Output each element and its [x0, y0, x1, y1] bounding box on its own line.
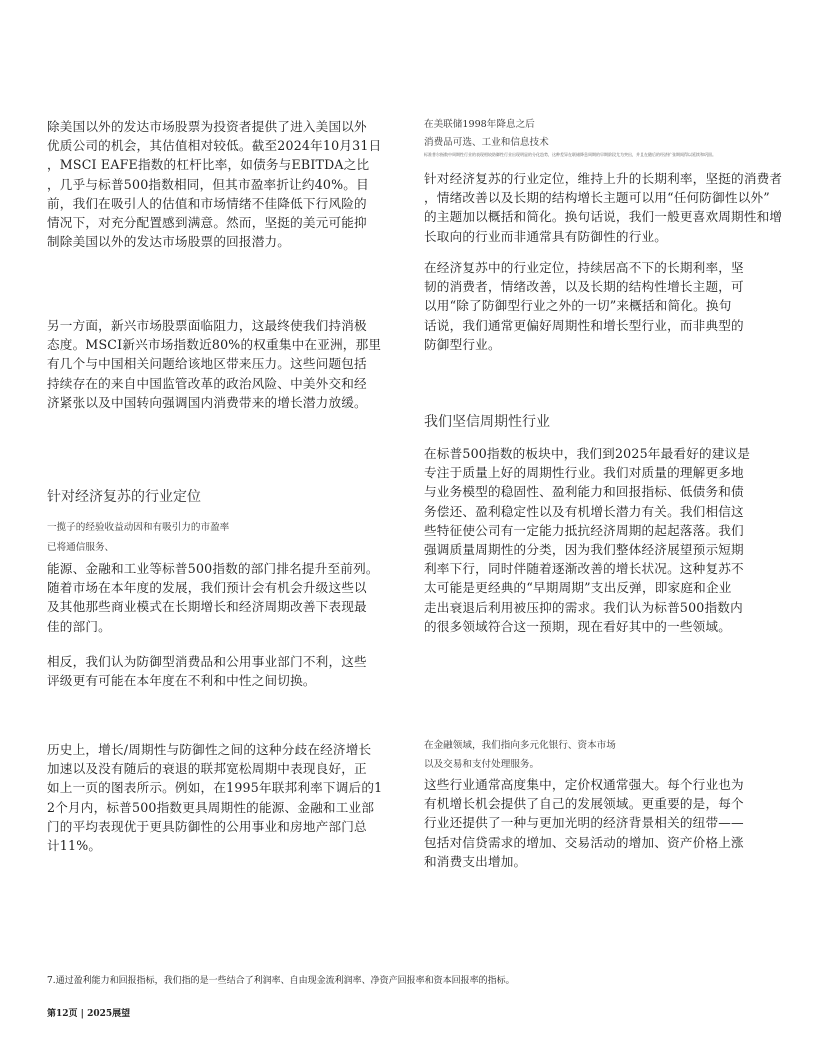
right-paragraph-2	[424, 258, 744, 354]
left-paragraph-3	[47, 559, 379, 636]
text-line: 专注于质量上好的周期性行业。我们对质量的理解更多地	[424, 465, 744, 481]
right-paragraph-1	[424, 169, 782, 246]
footnote: 7.通过盈利能力和回报指标，我们指的是一些结合了利润率、自由现金流利润率、净资产回报率和资本回报率的指标。	[47, 976, 515, 986]
text-line: 针对经济复苏的行业定位，维持上升的长期利率，坚挺的消费者	[424, 171, 783, 186]
text-line: ，几乎与标普500指数相同，但其市盈率折让约40%。目	[47, 176, 369, 192]
text-line: 行业还提供了一种与更加光明的经济背景相关的纽带——	[424, 815, 744, 831]
left-paragraph-1	[47, 117, 381, 251]
text-line: 持续存在的来自中国监管改革的政治风险、中美外交和经	[47, 375, 367, 391]
text-line: 佳的部门。	[47, 618, 111, 634]
text-line: 防御型行业。	[424, 336, 501, 352]
page-footer: 第12页 | 2025展望	[47, 1009, 131, 1019]
text-line: 计11%。	[47, 838, 102, 854]
text-line: 评级更有可能在本年度在不利和中性之间切换。	[47, 673, 316, 689]
right-fine-print: 标准普尔指数中周期性行业的表现相较防御性行业出现明显的分化趋势，这种差异在联储降息周期的早期阶段尤为突出，并且在随后的经济扩张期间得以延续和巩固。	[424, 152, 716, 157]
text-line: 与业务模型的稳固性、盈利能力和回报指标、低债务和债	[424, 484, 744, 500]
text-line: 相反，我们认为防御型消费品和公用事业部门不利，这些	[47, 654, 367, 669]
text-line: 制除美国以外的发达市场股票的回报潜力。	[47, 234, 291, 250]
text-line: ，MSCI EAFE指数的杠杆比率，如债务与EBITDA之比	[47, 157, 370, 173]
text-line: 除美国以外的发达市场股票为投资者提供了进入美国以外	[47, 119, 367, 134]
text-line: 2个月内，标普500指数更具周期性的能源、金融和工业部	[47, 799, 375, 815]
text-line: 态度。MSCI新兴市场指数近80%的权重集中在亚洲，那里	[47, 337, 382, 353]
text-line: 情况下，对充分配置感到满意。然而，坚挺的美元可能抑	[47, 215, 367, 231]
text-line: 如上一页的图表所示。例如，在1995年联邦利率下调后的1	[47, 780, 383, 796]
text-line: 长取向的行业而非通常具有防御性的行业。	[424, 228, 668, 244]
left-section-heading: 针对经济复苏的行业定位	[47, 489, 201, 505]
text-line: 的主题加以概括和简化。换句话说，我们一般更喜欢周期性和增	[424, 209, 783, 225]
text-line: 历史上，增长/周期性与防御性之间的这种分歧在经济增长	[47, 742, 372, 757]
text-line: 随着市场在本年度的发展，我们预计会有机会升级这些以	[47, 580, 367, 596]
text-line: 强调质量周期性的分类，因为我们整体经济展望预示短期	[424, 542, 744, 558]
text-line: 优质公司的机会，其估值相对较低。截至2024年10月31日	[47, 138, 382, 154]
text-line: 在标普500指数的板块中，我们到2025年最看好的建议是	[424, 446, 751, 461]
right-subheading-2: 消费品可选、工业和信息技术	[424, 137, 549, 148]
right-section-heading: 我们坚信周期性行业	[424, 414, 550, 430]
left-paragraph-4	[47, 652, 367, 690]
right-subheading-1: 在美联储1998年降息之后	[424, 119, 535, 130]
text-line: 在经济复苏中的行业定位，持续居高不下的长期利率，坚	[424, 260, 744, 275]
text-line: 前，我们在吸引人的估值和市场情绪不佳降低下行风险的	[47, 195, 367, 211]
text-line: 及其他那些商业模式在长期增长和经济周期改善下表现最	[47, 599, 367, 615]
text-line: 韧的消费者，情绪改善，以及长期的结构性增长主题，可	[424, 279, 744, 295]
text-line: 太可能是更经典的“早期周期”支出反弹，即家庭和企业	[424, 580, 732, 596]
text-line: 包括对信贷需求的增加、交易活动的增加、资产价格上涨	[424, 834, 744, 850]
text-line: ，情绪改善以及长期的结构增长主题可以用“任何防御性以外”	[424, 190, 770, 206]
text-line: 有几个与中国相关问题给该地区带来压力。这些问题包括	[47, 356, 367, 372]
text-line: 和消费支出增加。	[424, 853, 527, 869]
text-line: 门的平均表现优于更具防御性的公用事业和房地产部门总	[47, 818, 367, 834]
text-line: 加速以及没有随后的衰退的联邦宽松周期中表现良好，正	[47, 761, 367, 777]
left-subheading-2: 已将通信服务、	[47, 542, 115, 553]
right-subheading-4: 以及交易和支付处理服务。	[424, 759, 540, 770]
text-line: 有机增长机会提供了自己的发展领域。更重要的是，每个	[424, 796, 744, 812]
text-line: 以用“除了防御型行业之外的一切”来概括和简化。换句	[424, 298, 732, 314]
text-line: 济紧张以及中国转向强调国内消费带来的增长潜力放缓。	[47, 394, 367, 410]
text-line: 这些行业通常高度集中，定价权通常强大。每个行业也为	[424, 777, 744, 792]
text-line: 的很多领域符合这一预期，现在看好其中的一些领域。	[424, 618, 732, 634]
text-line: 些特征使公司有一定能力抵抗经济周期的起起落落。我们	[424, 522, 744, 538]
right-paragraph-3	[424, 444, 750, 636]
right-paragraph-4	[424, 775, 744, 871]
right-subheading-3: 在金融领域，我们指向多元化银行、资本市场	[424, 740, 616, 751]
text-line: 话说，我们通常更偏好周期性和增长型行业，而非典型的	[424, 317, 744, 333]
text-line: 务偿还、盈利稳定性以及有机增长潜力有关。我们相信这	[424, 503, 744, 519]
text-line: 利率下行，同时伴随着逐渐改善的增长状况。这种复苏不	[424, 561, 744, 577]
left-paragraph-2	[47, 316, 381, 412]
left-subheading-1: 一揽子的经验收益动因和有吸引力的市盈率	[47, 522, 230, 533]
text-line: 能源、金融和工业等标普500指数的部门排名提升至前列。	[47, 561, 379, 576]
left-paragraph-5	[47, 740, 382, 855]
text-line: 另一方面，新兴市场股票面临阻力，这最终使我们持消极	[47, 318, 367, 333]
text-line: 走出衰退后利用被压抑的需求。我们认为标普500指数内	[424, 599, 743, 615]
